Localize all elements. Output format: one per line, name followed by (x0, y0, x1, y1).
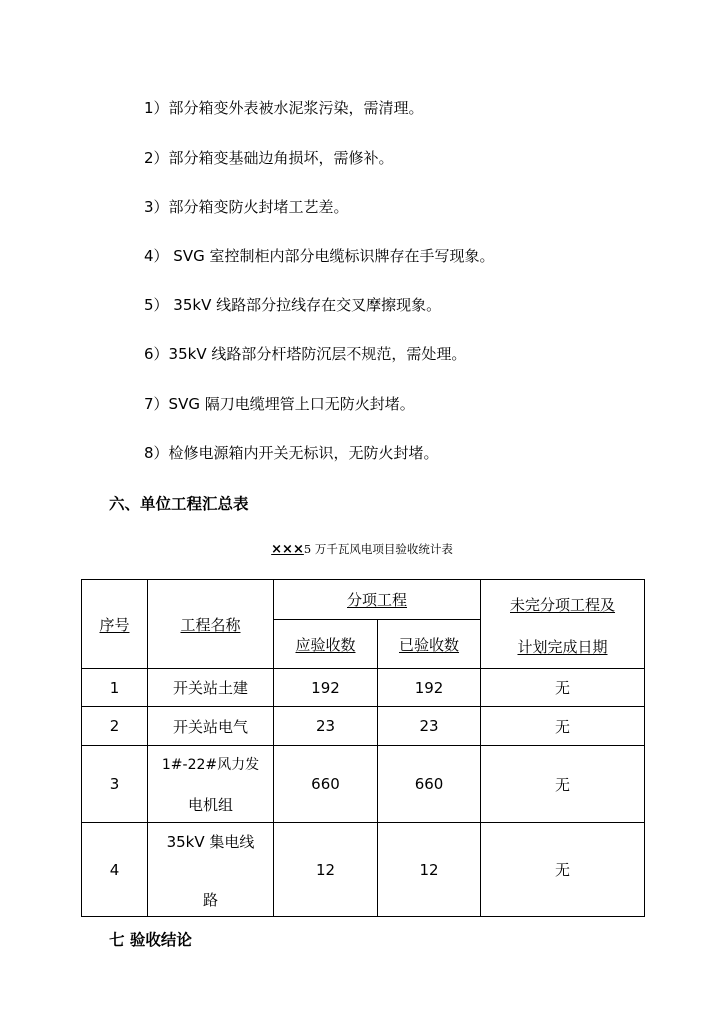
issue-item-2: 2）部分箱变基础边角损坏，需修补。 (144, 149, 394, 167)
issue-item-3: 3）部分箱变防火封堵工艺差。 (144, 198, 349, 216)
issue-item-7: 7）SVG 隔刀电缆埋管上口无防火封堵。 (144, 395, 415, 413)
row-4-expected: 12 (274, 823, 378, 917)
row-1-unfinished: 无 (481, 669, 645, 707)
header-seq: 序号 (82, 580, 148, 669)
row-3-seq: 3 (82, 746, 148, 823)
row-1-accepted: 192 (378, 669, 481, 707)
row-3-unfinished: 无 (481, 746, 645, 823)
row-2-name: 开关站电气 (148, 707, 274, 746)
caption-text: 5 万千瓦风电项目验收统计表 (303, 542, 453, 556)
row-2-accepted: 23 (378, 707, 481, 746)
table-row (82, 707, 645, 746)
table-row (82, 669, 645, 707)
header-expected: 应验收数 (274, 620, 378, 669)
row-3-name: 1#-22#风力发 电机组 (148, 746, 274, 823)
row-2-unfinished: 无 (481, 707, 645, 746)
table-row (82, 823, 645, 917)
issue-item-6: 6）35kV 线路部分杆塔防沉层不规范，需处理。 (144, 345, 467, 363)
row-2-expected: 23 (274, 707, 378, 746)
row-4-name: 35kV 集电线 路 (148, 823, 274, 917)
table-row (82, 746, 645, 823)
header-sub-group: 分项工程 (274, 580, 481, 620)
row-3-accepted: 660 (378, 746, 481, 823)
row-4-unfinished: 无 (481, 823, 645, 917)
issue-item-1: 1）部分箱变外表被水泥浆污染，需清理。 (144, 99, 424, 117)
row-1-name: 开关站土建 (148, 669, 274, 707)
issue-item-4: 4） SVG 室控制柜内部分电缆标识牌存在手写现象。 (144, 247, 495, 265)
unit-project-summary-table (81, 579, 645, 917)
row-4-accepted: 12 (378, 823, 481, 917)
row-1-expected: 192 (274, 669, 378, 707)
section-6-heading: 六、单位工程汇总表 (109, 495, 249, 513)
section-7-heading: 七 验收结论 (109, 931, 192, 949)
table-caption (0, 541, 724, 557)
row-4-seq: 4 (82, 823, 148, 917)
row-3-expected: 660 (274, 746, 378, 823)
row-2-seq: 2 (82, 707, 148, 746)
header-name: 工程名称 (148, 580, 274, 669)
header-accepted: 已验收数 (378, 620, 481, 669)
row-1-seq: 1 (82, 669, 148, 707)
header-unfinished: 未完分项工程及 计划完成日期 (481, 580, 645, 669)
issue-item-8: 8）检修电源箱内开关无标识，无防火封堵。 (144, 444, 439, 462)
caption-mark: ××× (271, 542, 304, 557)
issue-item-5: 5） 35kV 线路部分拉线存在交叉摩擦现象。 (144, 296, 442, 314)
